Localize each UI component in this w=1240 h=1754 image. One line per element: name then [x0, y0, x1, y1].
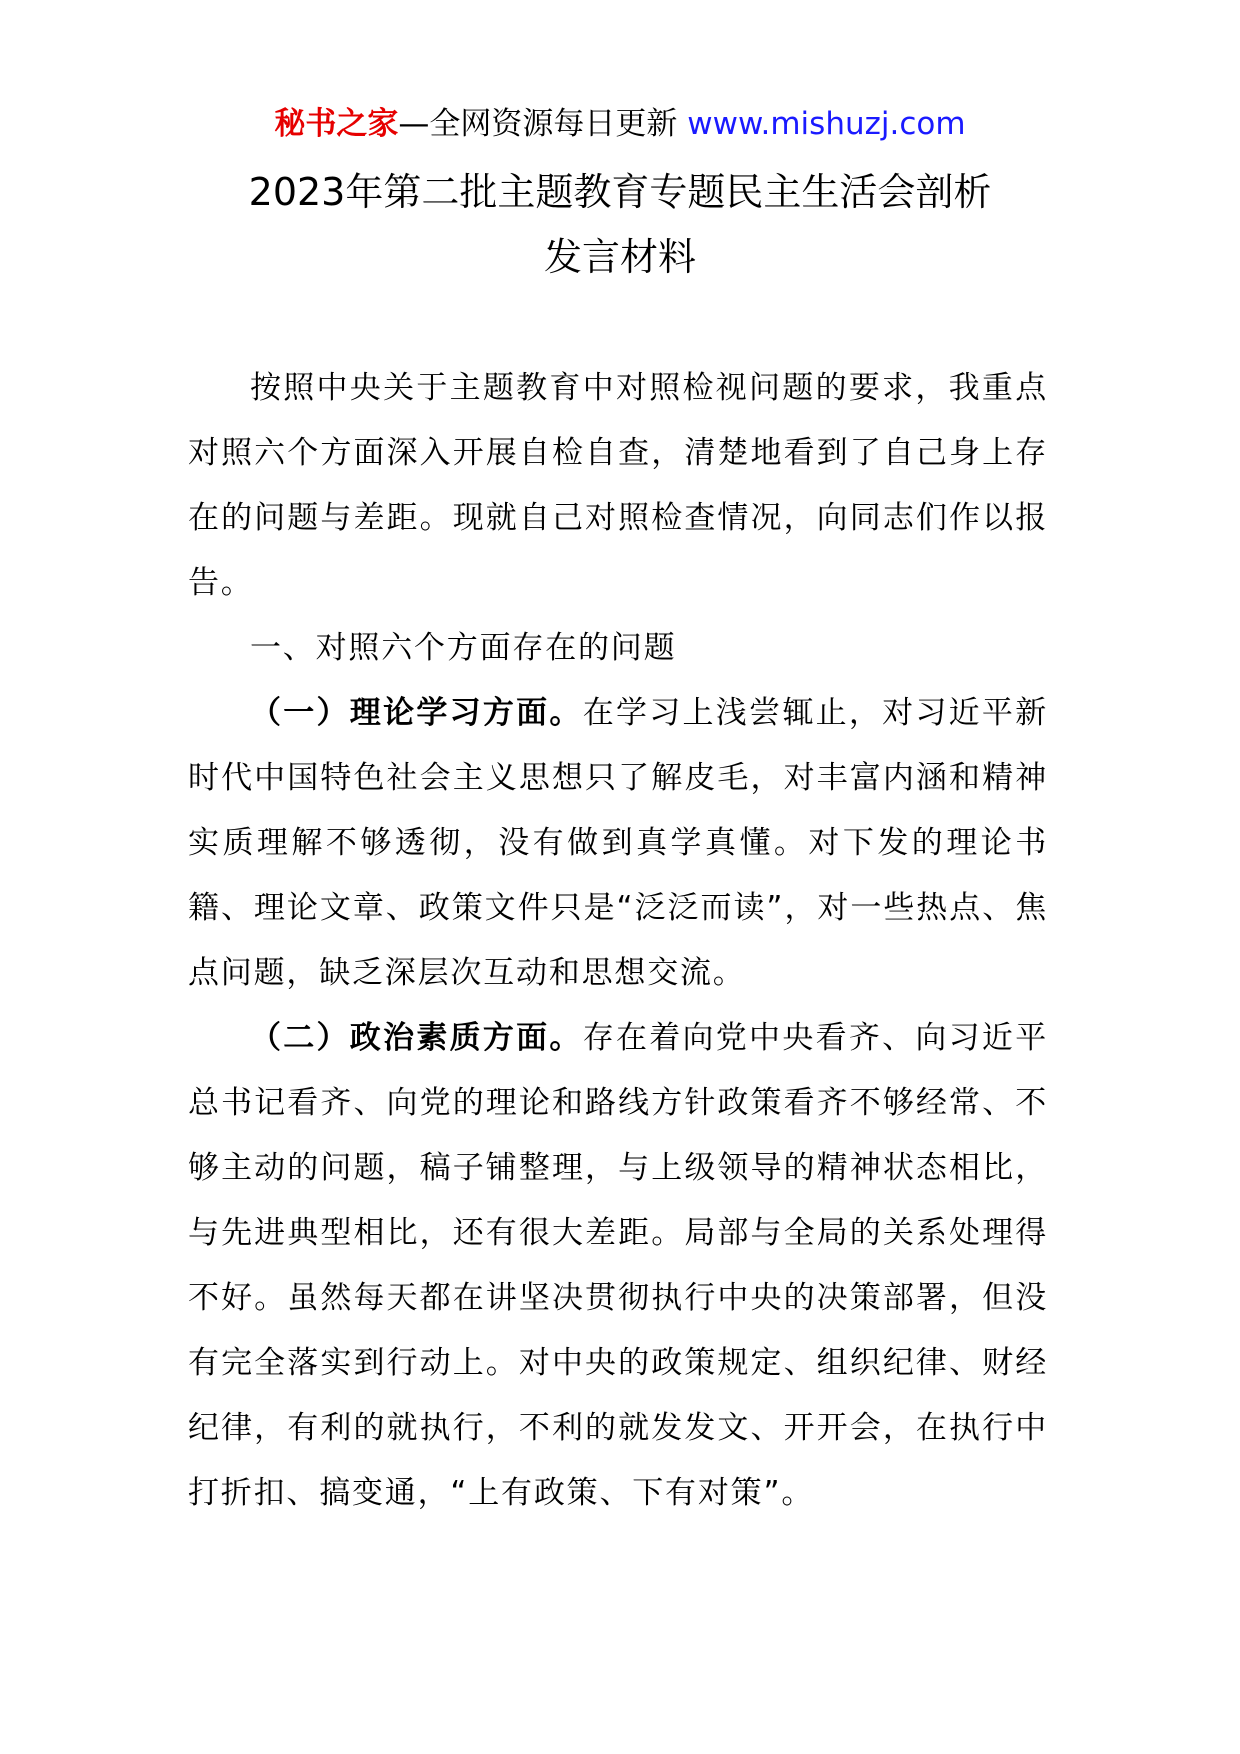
item-text-theory-study: 在学习上浅尝辄止，对习近平新时代中国特色社会主义思想只了解皮毛，对丰富内涵和精神实质理解不够透彻，没有做到真学真懂。对下发的理论书籍、理论文章、政策文件只是“泛泛而读”，对一些热点、焦点问题，缺乏深层次互动和思想交流。: [188, 695, 1049, 991]
intro-paragraph: 按照中央关于主题教育中对照检视问题的要求，我重点对照六个方面深入开展自检自查，清楚地看到了自己身上存在的问题与差距。现就自己对照检查情况，向同志们作以报告。: [188, 370, 1048, 601]
site-header: [0, 104, 1240, 144]
document-title-line-1: 2023年第二批主题教育专题民主生活会剖析: [248, 170, 992, 214]
site-brand: 秘书之家: [274, 106, 399, 142]
site-url-link[interactable]: www.mishuzj.com: [687, 106, 966, 142]
site-tagline: —全网资源每日更新: [398, 106, 688, 142]
document-body: [188, 356, 1048, 1526]
item-heading-political-quality: （二）政治素质方面。: [250, 1020, 583, 1056]
item-paragraph-theory-study: [188, 681, 1048, 1006]
item-text-political-quality: 存在着向党中央看齐、向习近平总书记看齐、向党的理论和路线方针政策看齐不够经常、不够主动的问题，稿子铺整理，与上级领导的精神状态相比，与先进典型相比，还有很大差距。局部与全局的关系处理得不好。虽然每天都在讲坚决贯彻执行中央的决策部署，但没有完全落实到行动上。对中央的政策规定、组织纪律、财经纪律，有利的就执行，不利的就发发文、开开会，在执行中打折扣、搞变通，“上有政策、下有对策”。: [188, 1020, 1049, 1511]
document-title-line-2: 发言材料: [543, 235, 696, 279]
item-paragraph-political-quality: [188, 1006, 1048, 1526]
section-heading: 一、对照六个方面存在的问题: [250, 630, 677, 666]
item-heading-theory-study: （一）理论学习方面。: [250, 695, 583, 731]
